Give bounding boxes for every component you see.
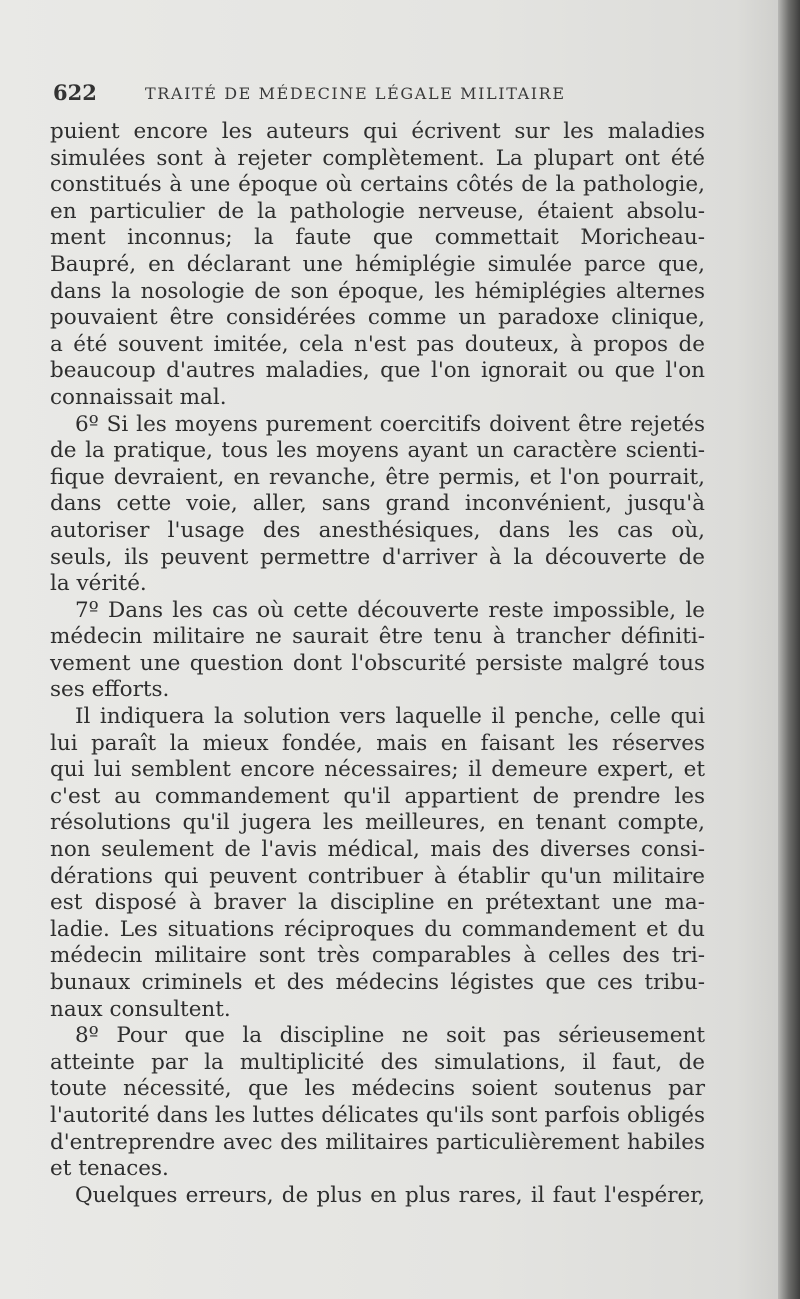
text-line: dans cette voie, aller, sans grand inconvénient, jusqu'à — [50, 491, 705, 517]
text-line: simulées sont à rejeter complètement. La plupart ont été — [50, 145, 705, 171]
text-line: résolutions qu'il jugera les meilleures, en tenant compte, — [50, 810, 705, 836]
text-line: bunaux criminels et des médecins légistes que ces tribu- — [50, 970, 705, 995]
text-line: la vérité. — [50, 571, 147, 597]
text-line: est disposé à braver la discipline en prétextant une ma- — [50, 890, 705, 916]
text-line: naux consultent. — [50, 996, 231, 1022]
body-text — [50, 119, 705, 1209]
running-title: TRAITÉ DE MÉDECINE LÉGALE MILITAIRE — [145, 84, 566, 103]
text-line: médecin militaire ne saurait être tenu à trancher définiti- — [50, 624, 705, 650]
text-line: seuls, ils peuvent permettre d'arriver à la découverte de — [50, 544, 705, 570]
text-line: ment inconnus; la faute que commettait Moricheau- — [50, 225, 705, 251]
text-line: puient encore les auteurs qui écrivent sur les maladies — [50, 119, 705, 144]
text-line: médecin militaire sont très comparables à celles des tri- — [50, 943, 705, 969]
text-line: beaucoup d'autres maladies, que l'on ignorait ou que l'on — [50, 358, 705, 384]
text-line: toute nécessité, que les médecins soient soutenus par — [50, 1076, 705, 1102]
text-line: non seulement de l'avis médical, mais des diverses consi- — [50, 837, 705, 863]
text-line: Quelques erreurs, de plus en plus rares, il faut l'espérer, — [75, 1182, 705, 1208]
text-line: en particulier de la pathologie nerveuse, étaient absolu- — [50, 198, 705, 224]
text-line: Il indiquera la solution vers laquelle il penche, celle qui — [75, 704, 705, 730]
text-line: Baupré, en déclarant une hémiplégie simulée parce que, — [50, 251, 705, 277]
text-line: pouvaient être considérées comme un paradoxe clinique, — [50, 305, 705, 331]
text-line: dérations qui peuvent contribuer à établir qu'un militaire — [50, 863, 705, 889]
text-line: connaissait mal. — [50, 384, 227, 410]
text-line: fique devraient, en revanche, être permis, et l'on pourrait, — [50, 464, 705, 490]
text-line: 6º Si les moyens purement coercitifs doivent être rejetés — [75, 411, 705, 437]
text-line: a été souvent imitée, cela n'est pas douteux, à propos de — [50, 331, 705, 357]
page-number: 622 — [53, 80, 97, 105]
text-line: 8º Pour que la discipline ne soit pas sérieusement — [75, 1023, 705, 1049]
text-line: constitués à une époque où certains côtés de la pathologie, — [50, 172, 705, 198]
text-line: 7º Dans les cas où cette découverte reste impossible, le — [75, 597, 705, 623]
text-line: dans la nosologie de son époque, les hémiplégies alternes — [50, 278, 705, 304]
text-line: l'autorité dans les luttes délicates qu'ils sont parfois obligés — [50, 1102, 705, 1128]
text-line: qui lui semblent encore nécessaires; il demeure expert, et — [50, 757, 705, 783]
text-line: d'entreprendre avec des militaires particulièrement habiles — [50, 1129, 705, 1155]
page-edge-shadow — [778, 0, 800, 1299]
text-line: autoriser l'usage des anesthésiques, dans les cas où, — [50, 517, 705, 543]
text-line: ladie. Les situations réciproques du commandement et du — [50, 916, 705, 942]
text-line: c'est au commandement qu'il appartient de prendre les — [50, 783, 705, 809]
text-line: de la pratique, tous les moyens ayant un caractère scienti- — [50, 438, 705, 464]
text-line: lui paraît la mieux fondée, mais en faisant les réserves — [50, 730, 705, 756]
text-line: vement une question dont l'obscurité persiste malgré tous — [50, 650, 705, 676]
text-line: atteinte par la multiplicité des simulations, il faut, de — [50, 1049, 705, 1075]
text-line: ses efforts. — [50, 677, 170, 703]
page-header — [53, 80, 713, 108]
text-line: et tenaces. — [50, 1156, 169, 1182]
